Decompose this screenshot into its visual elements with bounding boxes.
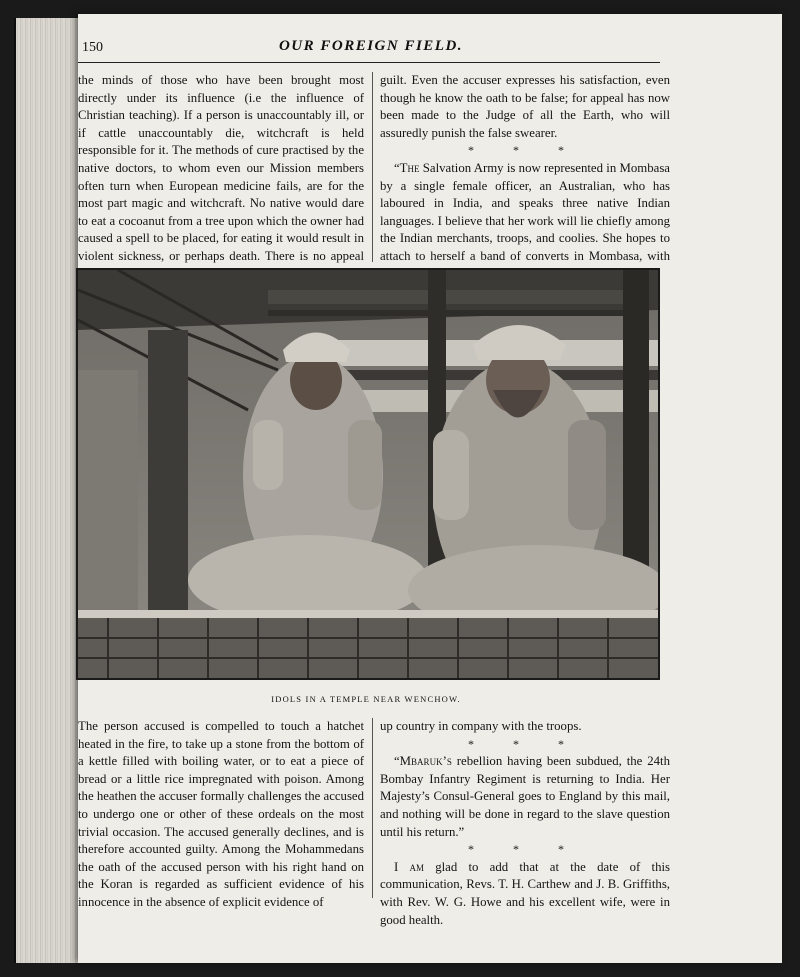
right-column-top [380,72,670,283]
lead-word: “Mbaruk’s [394,754,452,769]
running-title: OUR FOREIGN FIELD. [278,38,464,54]
page-header [82,38,660,62]
paragraph [380,859,670,929]
lead-word: I am [394,859,424,874]
header-rule [78,62,660,63]
lead-word: “The [394,160,420,175]
paragraph [380,160,670,283]
paragraph: guilt. Even the accuser expresses his satisfaction, even though he know the oath to be false; for appeal has now been made to the Judge of all the Earth, who will assuredly punish the false swearer. [380,73,670,140]
left-column-bottom [78,718,364,912]
paragraph: up country in company with the troops. [380,719,582,733]
photo-illustration [78,270,658,678]
left-column-top [78,72,364,301]
right-column-bottom [380,718,670,929]
paragraph-text: glad to add that at the date of this communication, Revs. T. H. Carthew and J. B. Griffiths, with Rev. W. G. Howe and his excellent wife, were in good health. [380,859,671,927]
temple-idols-photo [76,268,660,680]
section-break-stars: * * * [468,736,582,751]
photo-caption: IDOLS IN A TEMPLE NEAR WENCHOW. [271,694,461,704]
paragraph [380,753,670,841]
page-number: 150 [82,40,103,55]
paragraph: The person accused is compelled to touch a hatchet heated in the fire, to take up a stone from the bottom of a kettle filled with boiling water, or to eat a piece of bread or a little rice impregnated with poison. Among the heathen the accuser formally challenges the accused to undergo one or other of these ordeals on the most trivial occasion. The accused generally declines, and is therefore accounted guilty. Among the Mohammedans the oath of the accused person with his right hand on the Koran is regarded as sufficient evidence of his innocence in the absence of explicit evidence of [78,719,365,909]
section-break-stars: * * * [468,143,582,158]
paragraph-text: rebellion having been subdued, the 24th Bombay Infantry Regiment is returning to India. Her Majesty’s Consul-General goes to England by this mail, and nothing will be done in regard to the slave question until his return.” [380,754,670,839]
column-divider [372,72,373,262]
paragraph-text: Salvation Army is now represented in Mombasa by a single female officer, an Australian, who has laboured in India, and speaks three native Indian languages. I believe that her work will lie chiefly among the Indian merchants, troops, and coolies. She hopes to attach to herself a band of converts in Mombasa, with [380,160,670,263]
column-divider [372,718,373,898]
paragraph: the minds of those who have been brought most directly under its influence (i.e the influence of Christian teaching). If a person is unaccountably ill, or if cattle unaccountably die, witchcraft is held responsible for it. The methods of cure practised by the native doctors, to whom even our Mission members often turn when European medicine fails, are for the most part magic and witchcraft. No native would dare to eat a cocoanut from a tree upon which the owner had caused a spell to be placed, for eating it would result in violent sickness, or perhaps death. There is no appeal [78,73,364,263]
section-break-stars: * * * [468,842,582,857]
